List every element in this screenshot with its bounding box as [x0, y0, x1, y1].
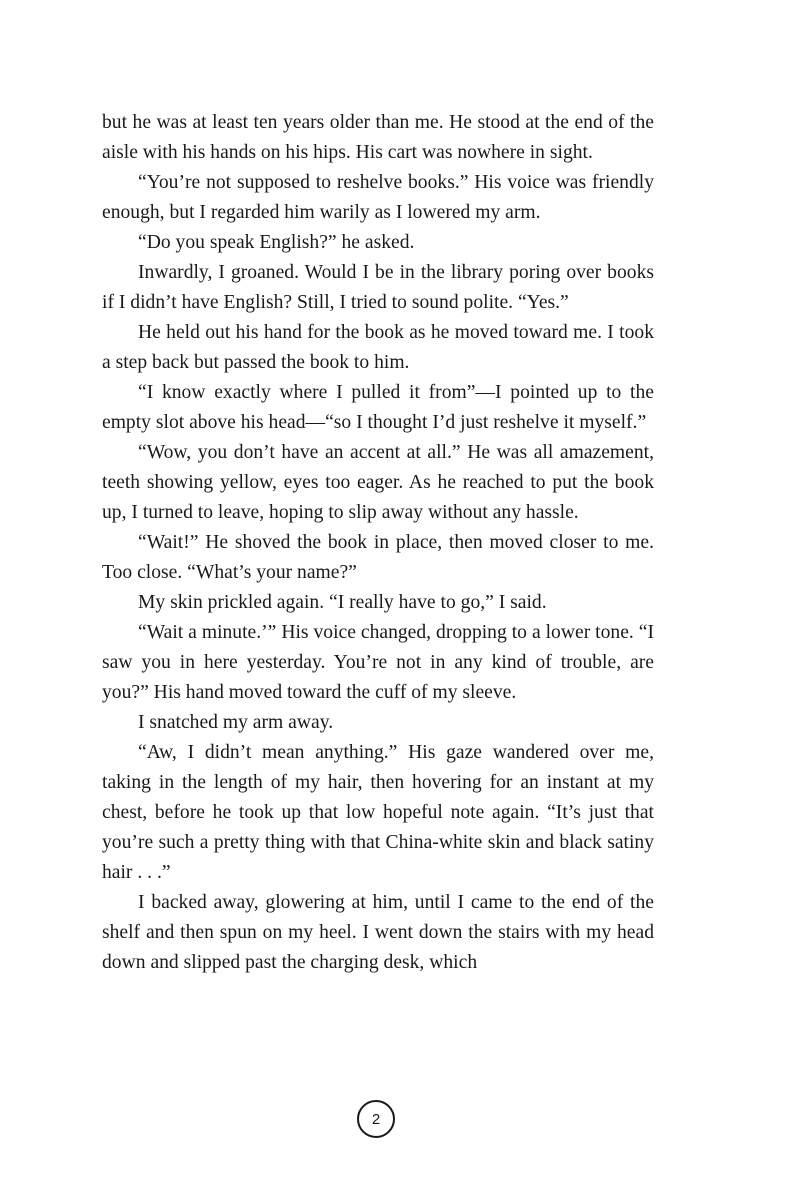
paragraph-10: “Wait a minute.’” His voice changed, dropping to a lower tone. “I saw you in here yesterday. You’re not in any kind of trouble, are you?” His hand moved toward the cuff of my sleeve. [102, 622, 654, 703]
page-body [102, 108, 654, 978]
paragraph-4: Inwardly, I groaned. Would I be in the library poring over books if I didn’t have English? Still, I tried to sound polite. “Yes.” [102, 262, 654, 313]
paragraph-11: I snatched my arm away. [138, 712, 334, 733]
page-number-badge [357, 1100, 395, 1138]
paragraph-8: “Wait!” He shoved the book in place, then moved closer to me. Too close. “What’s your name?” [102, 532, 654, 583]
paragraph-13: I backed away, glowering at him, until I came to the end of the shelf and then spun on my heel. I went down the stairs with my head down and slipped past the charging desk, which [102, 892, 654, 973]
paragraph-2: “You’re not supposed to reshelve books.” His voice was friendly enough, but I regarded him warily as I lowered my arm. [102, 172, 654, 223]
paragraph-1: but he was at least ten years older than me. He stood at the end of the aisle with his hands on his hips. His cart was nowhere in sight. [102, 112, 654, 163]
page-number: 2 [371, 1110, 381, 1128]
paragraph-6: “I know exactly where I pulled it from”—I pointed up to the empty slot above his head—“so I thought I’d just reshelve it myself.” [102, 382, 654, 433]
paragraph-12: “Aw, I didn’t mean anything.” His gaze wandered over me, taking in the length of my hair, then hovering for an instant at my chest, before he took up that low hopeful note again. “It’s just that you’re such a pretty thing with that China-white skin and black satiny hair . . .” [102, 742, 654, 883]
paragraph-7: “Wow, you don’t have an accent at all.” He was all amazement, teeth showing yellow, eyes too eager. As he reached to put the book up, I turned to leave, hoping to slip away without any hassle. [102, 442, 654, 523]
paragraph-5: He held out his hand for the book as he moved toward me. I took a step back but passed the book to him. [102, 322, 654, 373]
paragraph-9: My skin prickled again. “I really have to go,” I said. [138, 592, 547, 613]
paragraph-3: “Do you speak English?” he asked. [138, 232, 415, 253]
